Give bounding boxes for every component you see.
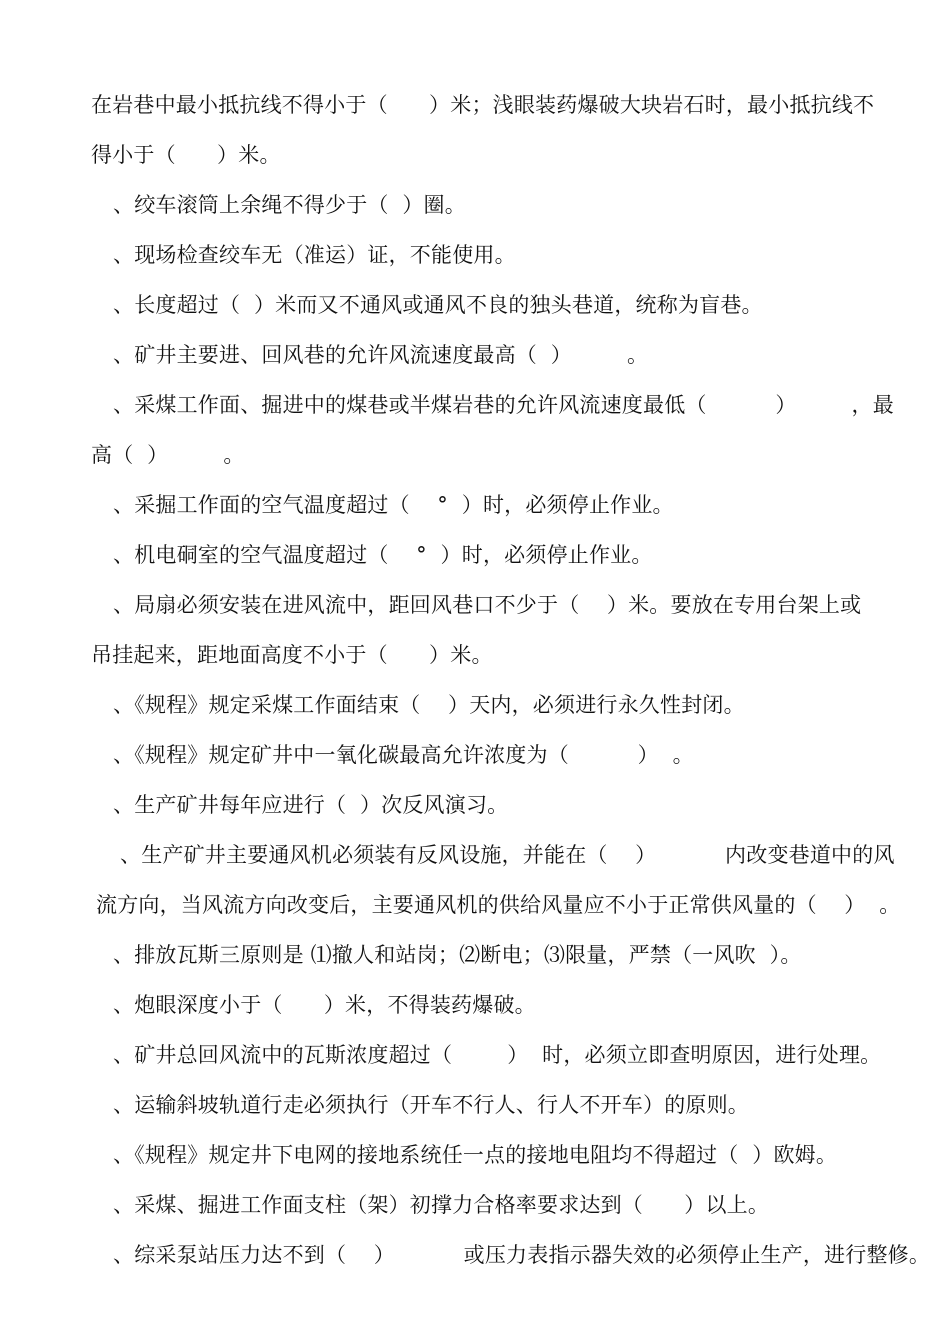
text-line-20: 、矿井总回风流中的瓦斯浓度超过（ ） 时，必须立即查明原因，进行处理。 (113, 1043, 882, 1067)
text-line-14: 、《规程》规定矿井中一氧化碳最高允许浓度为（ ） 。 (113, 743, 694, 767)
text-line-3: 、绞车滚筒上余绳不得少于（ ）圈。 (113, 193, 466, 217)
text-line-1: 在岩巷中最小抵抗线不得小于（ ）米；浅眼装药爆破大块岩石时，最小抵抗线不 (91, 93, 875, 117)
text-line-10: 、机电硐室的空气温度超过（ ° ）时，必须停止作业。 (113, 543, 653, 567)
text-line-15: 、生产矿井每年应进行（ ）次反风演习。 (113, 793, 509, 817)
text-line-21: 、运输斜坡轨道行走必须执行（开车不行人、行人不开车）的原则。 (113, 1093, 749, 1117)
text-line-6: 、矿井主要进、回风巷的允许风流速度最高（ ） 。 (113, 343, 649, 367)
text-line-4: 、现场检查绞车无（准运）证，不能使用。 (113, 243, 516, 267)
text-line-23: 、采煤、掘进工作面支柱（架）初撑力合格率要求达到（ ）以上。 (113, 1193, 770, 1217)
text-line-2: 得小于（ ）米。 (91, 143, 281, 167)
text-line-12: 吊挂起来，距地面高度不小于（ ）米。 (91, 643, 493, 667)
text-line-19: 、炮眼深度小于（ ）米，不得装药爆破。 (113, 993, 536, 1017)
text-line-13: 、《规程》规定采煤工作面结束（ ）天内，必须进行永久性封闭。 (113, 693, 745, 717)
text-line-18: 、排放瓦斯三原则是 ⑴撤人和站岗；⑵断电；⑶限量，严禁（一风吹 ）。 (113, 943, 802, 967)
text-line-22: 、《规程》规定井下电网的接地系统任一点的接地电阻均不得超过（ ）欧姆。 (113, 1143, 838, 1167)
text-line-17: 流方向，当风流方向改变后，主要通风机的供给风量应不小于正常供风量的（ ） 。 (96, 893, 901, 917)
text-line-11: 、局扇必须安装在进风流中，距回风巷口不少于（ ）米。要放在专用台架上或 (113, 593, 862, 617)
text-line-24: 、综采泵站压力达不到（ ） 或压力表指示器失效的必须停止生产，进行整修。 (113, 1243, 931, 1267)
text-line-7: 、采煤工作面、掘进中的煤巷或半煤岩巷的允许风流速度最低（ ） ，最 (113, 393, 894, 417)
text-line-8: 高（ ） 。 (91, 443, 245, 467)
text-line-9: 、采掘工作面的空气温度超过（ ° ）时，必须停止作业。 (113, 493, 674, 517)
text-line-16: 、生产矿井主要通风机必须装有反风设施，并能在（ ） 内改变巷道中的风 (120, 843, 895, 867)
text-line-5: 、长度超过（ ）米而又不通风或通风不良的独头巷道，统称为盲巷。 (113, 293, 763, 317)
